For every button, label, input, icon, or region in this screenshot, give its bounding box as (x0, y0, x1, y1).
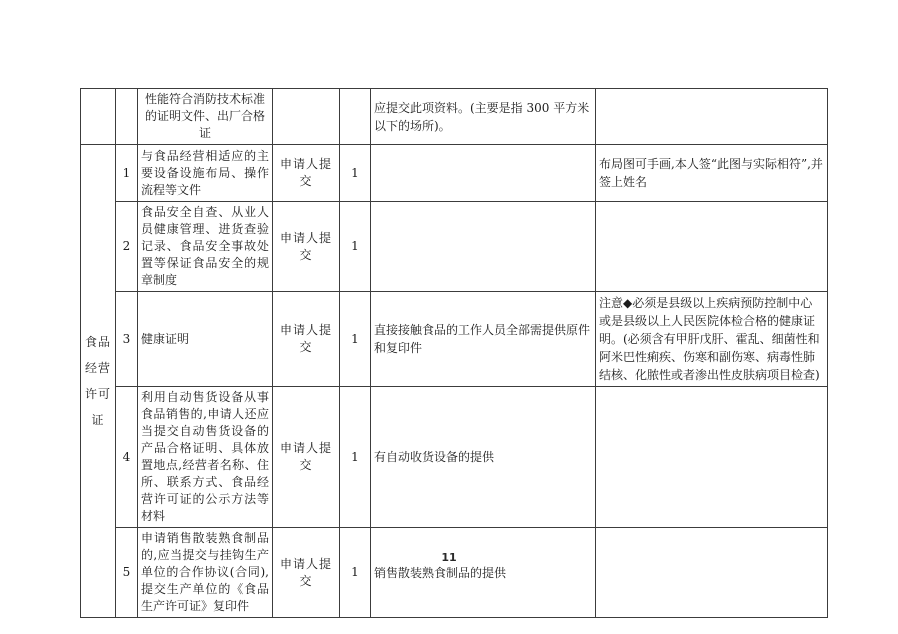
material-cell: 与食品经营相适应的主要设备设施布局、操作流程等文件 (138, 145, 273, 202)
count-cell: 1 (340, 202, 371, 292)
materials-table (80, 88, 828, 618)
material-cell: 健康证明 (138, 292, 273, 387)
note-cell (371, 202, 596, 292)
submitter-cell: 申请人提交 (273, 145, 340, 202)
row-number-cell: 1 (116, 145, 138, 202)
submitter-cell: 申请人提交 (273, 387, 340, 528)
count-cell: 1 (340, 387, 371, 528)
table-row-continuation (81, 89, 828, 145)
submitter-cell (273, 89, 340, 145)
remark-cell (596, 387, 828, 528)
row-number-cell: 5 (116, 528, 138, 618)
count-cell: 1 (340, 292, 371, 387)
empty-section-cell (81, 89, 116, 145)
submitter-cell: 申请人提交 (273, 528, 340, 618)
remark-cell: 布局图可手画,本人签“此图与实际相符”,并签上姓名 (596, 145, 828, 202)
empty-number-cell (116, 89, 138, 145)
table-row (81, 292, 828, 387)
material-cell: 申请销售散装熟食制品的,应当提交与挂钩生产单位的合作协议(合同),提交生产单位的《食品生产许可证》复印件 (138, 528, 273, 618)
row-number-cell: 3 (116, 292, 138, 387)
table-row (81, 387, 828, 528)
row-number-cell: 2 (116, 202, 138, 292)
table-row (81, 528, 828, 618)
table-row (81, 202, 828, 292)
note-cell: 销售散装熟食制品的提供 (371, 528, 596, 618)
note-cell: 直接接触食品的工作人员全部需提供原件和复印件 (371, 292, 596, 387)
count-cell (340, 89, 371, 145)
note-cell: 有自动收货设备的提供 (371, 387, 596, 528)
remark-cell: 注意◆必须是县级以上疾病预防控制中心或是县级以上人民医院体检合格的健康证明。(必须含有甲肝戊肝、霍乱、细菌性和阿米巴性痢疾、伤寒和副伤寒、病毒性肺结核、化脓性或者渗出性皮肤病项目检查) (596, 292, 828, 387)
section-label: 食品经营许可证 (81, 145, 116, 618)
row-number-cell: 4 (116, 387, 138, 528)
table-row (81, 145, 828, 202)
count-cell: 1 (340, 145, 371, 202)
page-number: 11 (441, 551, 457, 564)
submitter-cell: 申请人提交 (273, 202, 340, 292)
remark-cell (596, 89, 828, 145)
material-cell: 利用自动售货设备从事食品销售的,申请人还应当提交自动售货设备的产品合格证明、具体放置地点,经营者名称、住所、联系方式、食品经营许可证的公示方法等材料 (138, 387, 273, 528)
note-cell: 应提交此项资料。(主要是指 300 平方米以下的场所)。 (371, 89, 596, 145)
note-cell (371, 145, 596, 202)
count-cell: 1 (340, 528, 371, 618)
material-cell: 食品安全自查、从业人员健康管理、进货查验记录、食品安全事故处置等保证食品安全的规章制度 (138, 202, 273, 292)
remark-cell (596, 202, 828, 292)
material-cell: 性能符合消防技术标准的证明文件、出厂合格证 (138, 89, 273, 145)
submitter-cell: 申请人提交 (273, 292, 340, 387)
remark-cell (596, 528, 828, 618)
